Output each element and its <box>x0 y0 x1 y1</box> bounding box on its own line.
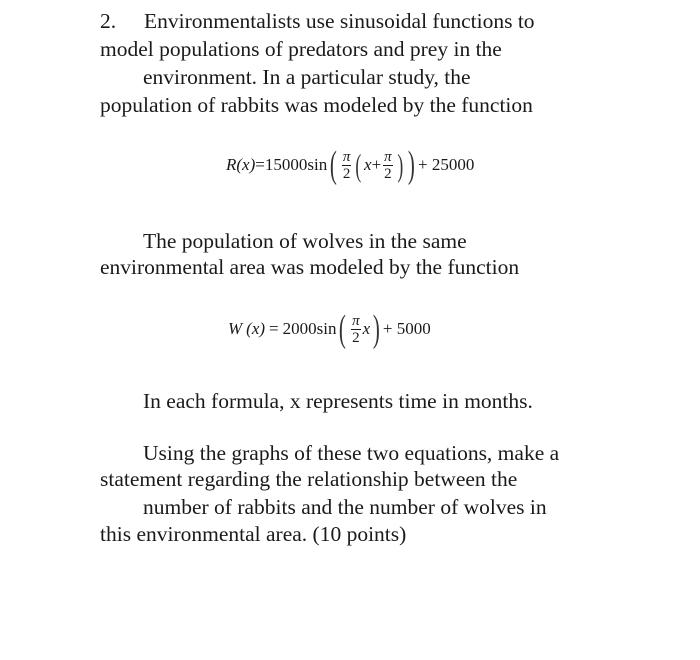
frac-denominator: 2 <box>352 329 360 346</box>
prompt-line-4: this environmental area. (10 points) <box>100 522 407 546</box>
wolves-line-2: environmental area was modeled by the function <box>100 255 520 279</box>
wolves-line-1: The population of wolves in the same <box>143 229 467 253</box>
question-number: 2. <box>100 9 117 33</box>
prompt-line-3: number of rabbits and the number of wolves in <box>143 495 547 519</box>
rabbit-equals: = <box>255 155 265 174</box>
wolf-sin: sin <box>316 319 337 338</box>
rabbit-outer-fraction <box>342 149 352 182</box>
open-paren-outer: ( <box>330 144 338 186</box>
close-paren: ) <box>373 308 381 350</box>
rabbit-function-arg: (x) <box>236 155 256 174</box>
rabbit-inner-plus: + <box>371 155 382 174</box>
wolf-formula <box>228 310 431 348</box>
rabbit-amplitude: 15000 <box>264 155 308 174</box>
open-paren-inner: ( <box>355 147 362 183</box>
wolf-var: x <box>362 319 371 338</box>
rabbit-inner-fraction <box>383 149 393 182</box>
close-paren-inner: ) <box>397 147 403 183</box>
prompt-line-2: statement regarding the relationship between the <box>100 467 518 491</box>
intro-line-3: environment. In a particular study, the <box>143 65 471 89</box>
intro-text-1: Environmentalists use sinusoidal functions to <box>144 9 535 33</box>
inner-frac-numerator: π <box>384 148 392 165</box>
intro-line-4: population of rabbits was modeled by the function <box>100 93 533 117</box>
wolf-constant: + 5000 <box>382 319 431 338</box>
rabbit-function-name: R <box>226 155 237 174</box>
wolf-amplitude: 2000 <box>282 319 317 338</box>
outer-frac-numerator: π <box>342 148 351 165</box>
outer-frac-denominator: 2 <box>342 165 351 182</box>
frac-numerator: π <box>352 312 360 329</box>
intro-line-2: model populations of predators and prey in the <box>100 37 502 61</box>
rabbit-formula <box>226 146 474 184</box>
close-paren-outer: ) <box>408 144 416 186</box>
time-note: In each formula, x represents time in months. <box>143 389 533 413</box>
wolf-function-name: W <box>228 319 243 338</box>
inner-frac-denominator: 2 <box>384 165 392 182</box>
wolf-fraction <box>351 313 361 346</box>
wolf-equals: = <box>269 319 279 338</box>
rabbit-sin: sin <box>307 155 328 174</box>
rabbit-var: x <box>364 155 372 174</box>
open-paren: ( <box>339 308 347 350</box>
prompt-line-1: Using the graphs of these two equations, make a <box>143 441 560 465</box>
rabbit-constant: + 25000 <box>418 155 475 174</box>
wolf-function-arg: (x) <box>246 319 266 338</box>
intro-line-1 <box>100 8 535 34</box>
